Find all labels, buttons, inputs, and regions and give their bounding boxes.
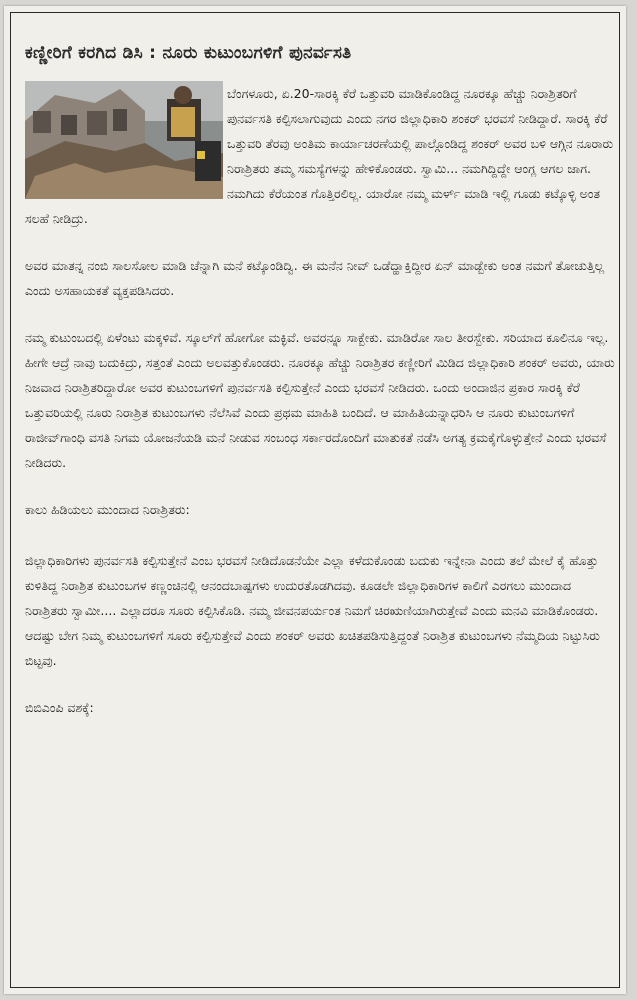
- article-headline: ಕಣ್ಣೀರಿಗೆ ಕರಗಿದ ಡಿಸಿ : ನೂರು ಕುಟುಂಬಗಳಿಗೆ ಪುನರ್ವಸತಿ: [25, 43, 352, 63]
- article-body: [25, 43, 617, 746]
- paragraph-intro: ಬೆಂಗಳೂರು, ಏ.20-ಸಾರಕ್ಕಿ ಕೆರೆ ಒತ್ತುವರಿ ಮಾಡಿಕೊಂಡಿದ್ದ ನೂರಕ್ಕೂ ಹೆಚ್ಚು ನಿರಾಶ್ರಿತರಿಗೆ ಪುನರ್ವಸತಿ ಕಲ್ಪಿಸಲಾಗುವುದು ಎಂದು ನಗರ ಜಿಲ್ಲಾಧಿಕಾರಿ ಶಂಕರ್ ಭರವಸೆ ನೀಡಿದ್ದಾರೆ. ಸಾರಕ್ಕಿ ಕೆರೆ ಒತ್ತುವರಿ ತೆರವು ಅಂತಿಮ ಕಾರ್ಯಾಚರಣೆಯಲ್ಲಿ ಪಾಲ್ಗೊಂಡಿದ್ದ ಶಂಕರ್ ಅವರ ಬಳಿ ಆಗ್ಗಿನ ನೂರಾರು ನಿರಾಶ್ರಿತರು ತಮ್ಮ ಸಮಸ್ಯೆಗಳನ್ನು ಹೇಳಿಕೊಂಡರು. ಸ್ವಾಮಿ... ನಮಗಿದ್ದಿದ್ದೇ ಆಂಗ್ಲ ಆಗಲ ಜಾಗ. ನಮಗಿದು ಕೆರೆಯಂತ ಗೊತ್ತಿರಲಿಲ್ಲ. ಯಾರೋ ನಮ್ಮ ಮರ್ಳ್ ಮಾಡಿ ಇಲ್ಲಿ ಗೂಡು ಕಟ್ಕೊಳ್ಳಿ ಅಂತ ಸಲಹೆ ನೀಡಿದ್ರು.: [25, 86, 614, 226]
- news-photo: [25, 81, 223, 199]
- article-frame: [10, 12, 620, 988]
- paragraph-appeal: ಅವರ ಮಾತನ್ನ ನಂಬಿ ಸಾಲಸೋಲ ಮಾಡಿ ಚೆನ್ನಾಗಿ ಮನೆ ಕಟ್ಕೊಂಡಿದ್ವಿ. ಈ ಮನೆನ ನೀವ್ ಒಡೆದ್ಹಾಕ್ತಿದ್ದೀರ ಏನ್ ಮಾಡ್ಬೇಕು ಅಂತ ನಮಗೆ ತೋಚುತ್ತಿಲ್ಲ ಎಂದು ಅಸಹಾಯಕತೆ ವ್ಯಕ್ತಪಡಿಸಿದರು.: [25, 258, 605, 298]
- paragraph-gratitude: ಜಿಲ್ಲಾಧಿಕಾರಿಗಳು ಪುನರ್ವಸತಿ ಕಲ್ಪಿಸುತ್ತೇನೆ ಎಂಬ ಭರವಸೆ ನೀಡಿದೊಡನೆಯೇ ಎಲ್ಲಾ ಕಳೆದುಕೊಂಡು ಬದುಕು ಇನ್ನೇನಾ ಎಂದು ತಲೆ ಮೇಲೆ ಕೈ ಹೊತ್ತು ಕುಳಿತಿದ್ದ ನಿರಾಶ್ರಿತ ಕುಟುಂಬಗಳ ಕಣ್ಣಂಚಿನಲ್ಲಿ ಆನಂದಬಾಷ್ಪಗಳು ಉದುರತೊಡಗಿದವು. ಕೂಡಲೇ ಜಿಲ್ಲಾಧಿಕಾರಿಗಳ ಕಾಲಿಗೆ ಎರಗಲು ಮುಂದಾದ ನಿರಾಶ್ರಿತರು ಸ್ವಾಮೀ.... ಎಲ್ಲಾದರೂ ಸೂರು ಕಲ್ಪಿಸಿಕೊಡಿ. ನಮ್ಮ ಜೀವನಪರ್ಯಂತ ನಿಮಗೆ ಚಿರಋಣಿಯಾಗಿರುತ್ತೇವೆ ಎಂದು ಮನವಿ ಮಾಡಿಕೊಂಡರು. ಆದಷ್ಟು ಬೇಗ ನಿಮ್ಮ ಕುಟುಂಬಗಳಿಗೆ ಸೂರು ಕಲ್ಪಿಸುತ್ತೇವೆ ಎಂದು ಶಂಕರ್ ಅವರು ಖಚಿತಪಡಿಸುತ್ತಿದ್ದಂತೆ ನಿರಾಶ್ರಿತ ಕುಟುಂಬಗಳು ನೆಮ್ಮದಿಯ ನಿಟ್ಟುಸಿರು ಬಿಟ್ಟವು.: [25, 553, 600, 668]
- newspaper-sheet: [4, 6, 626, 994]
- subheading-bbmp: ಬಿಬಿಎಂಪಿ ವಶಕ್ಕೆ:: [25, 700, 94, 715]
- paragraph-promise: ನಮ್ಮ ಕುಟುಂಬದಲ್ಲಿ ಏಳೆಂಟು ಮಕ್ಕಳಿವೆ. ಸ್ಕೂಲ್‌ಗೆ ಹೋಗೋ ಮಕ್ಳಿವೆ. ಅವರನ್ನೂ ಸಾಕ್ಬೇಕು. ಮಾಡಿರೋ ಸಾಲ ತೀರಸ್ಬೇಕು. ಸರಿಯಾದ ಕೂಲಿನೂ ಇಲ್ಲ. ಹೀಗೇ ಆದ್ರೆ ನಾವು ಬದುಕಿದ್ರು, ಸತ್ತಂತೆ ಎಂದು ಅಲವತ್ತುಕೊಂಡರು. ನೂರಕ್ಕೂ ಹೆಚ್ಚು ನಿರಾಶ್ರಿತರ ಕಣ್ಣೀರಿಗೆ ಮಿಡಿದ ಜಿಲ್ಲಾಧಿಕಾರಿ ಶಂಕರ್ ಅವರು, ಯಾರು ನಿಜವಾದ ನಿರಾಶ್ರಿತರಿದ್ದಾರೋ ಅವರ ಕುಟುಂಬಗಳಿಗೆ ಪುನರ್ವಸತಿ ಕಲ್ಪಿಸುತ್ತೇನೆ ಎಂದು ಭರವಸೆ ನೀಡಿದರು. ಒಂದು ಅಂದಾಜಿನ ಪ್ರಕಾರ ಸಾರಕ್ಕಿ ಕೆರೆ ಒತ್ತುವರಿಯಲ್ಲಿ ನೂರು ನಿರಾಶ್ರಿತ ಕುಟುಂಬಗಳು ನೆಲೆಸಿವೆ ಎಂದು ಪ್ರಥಮ ಮಾಹಿತಿ ಬಂದಿದೆ. ಆ ಮಾಹಿತಿಯನ್ನಾಧರಿಸಿ ಆ ನೂರು ಕುಟುಂಬಗಳಿಗೆ ರಾಜೀವ್‌ಗಾಂಧಿ ವಸತಿ ನಿಗಮ ಯೋಜನೆಯಡಿ ಮನೆ ನೀಡುವ ಸಂಬಂಧ ಸರ್ಕಾರದೊಂದಿಗೆ ಮಾತುಕತೆ ನಡೆಸಿ ಅಗತ್ಯ ಕ್ರಮಕೈಗೊಳ್ಳುತ್ತೇನೆ ಎಂದು ಭರವಸೆ ನೀಡಿದರು.: [25, 330, 615, 470]
- subheading-rehab: ಕಾಲು ಹಿಡಿಯಲು ಮುಂದಾದ ನಿರಾಶ್ರಿತರು:: [25, 502, 190, 517]
